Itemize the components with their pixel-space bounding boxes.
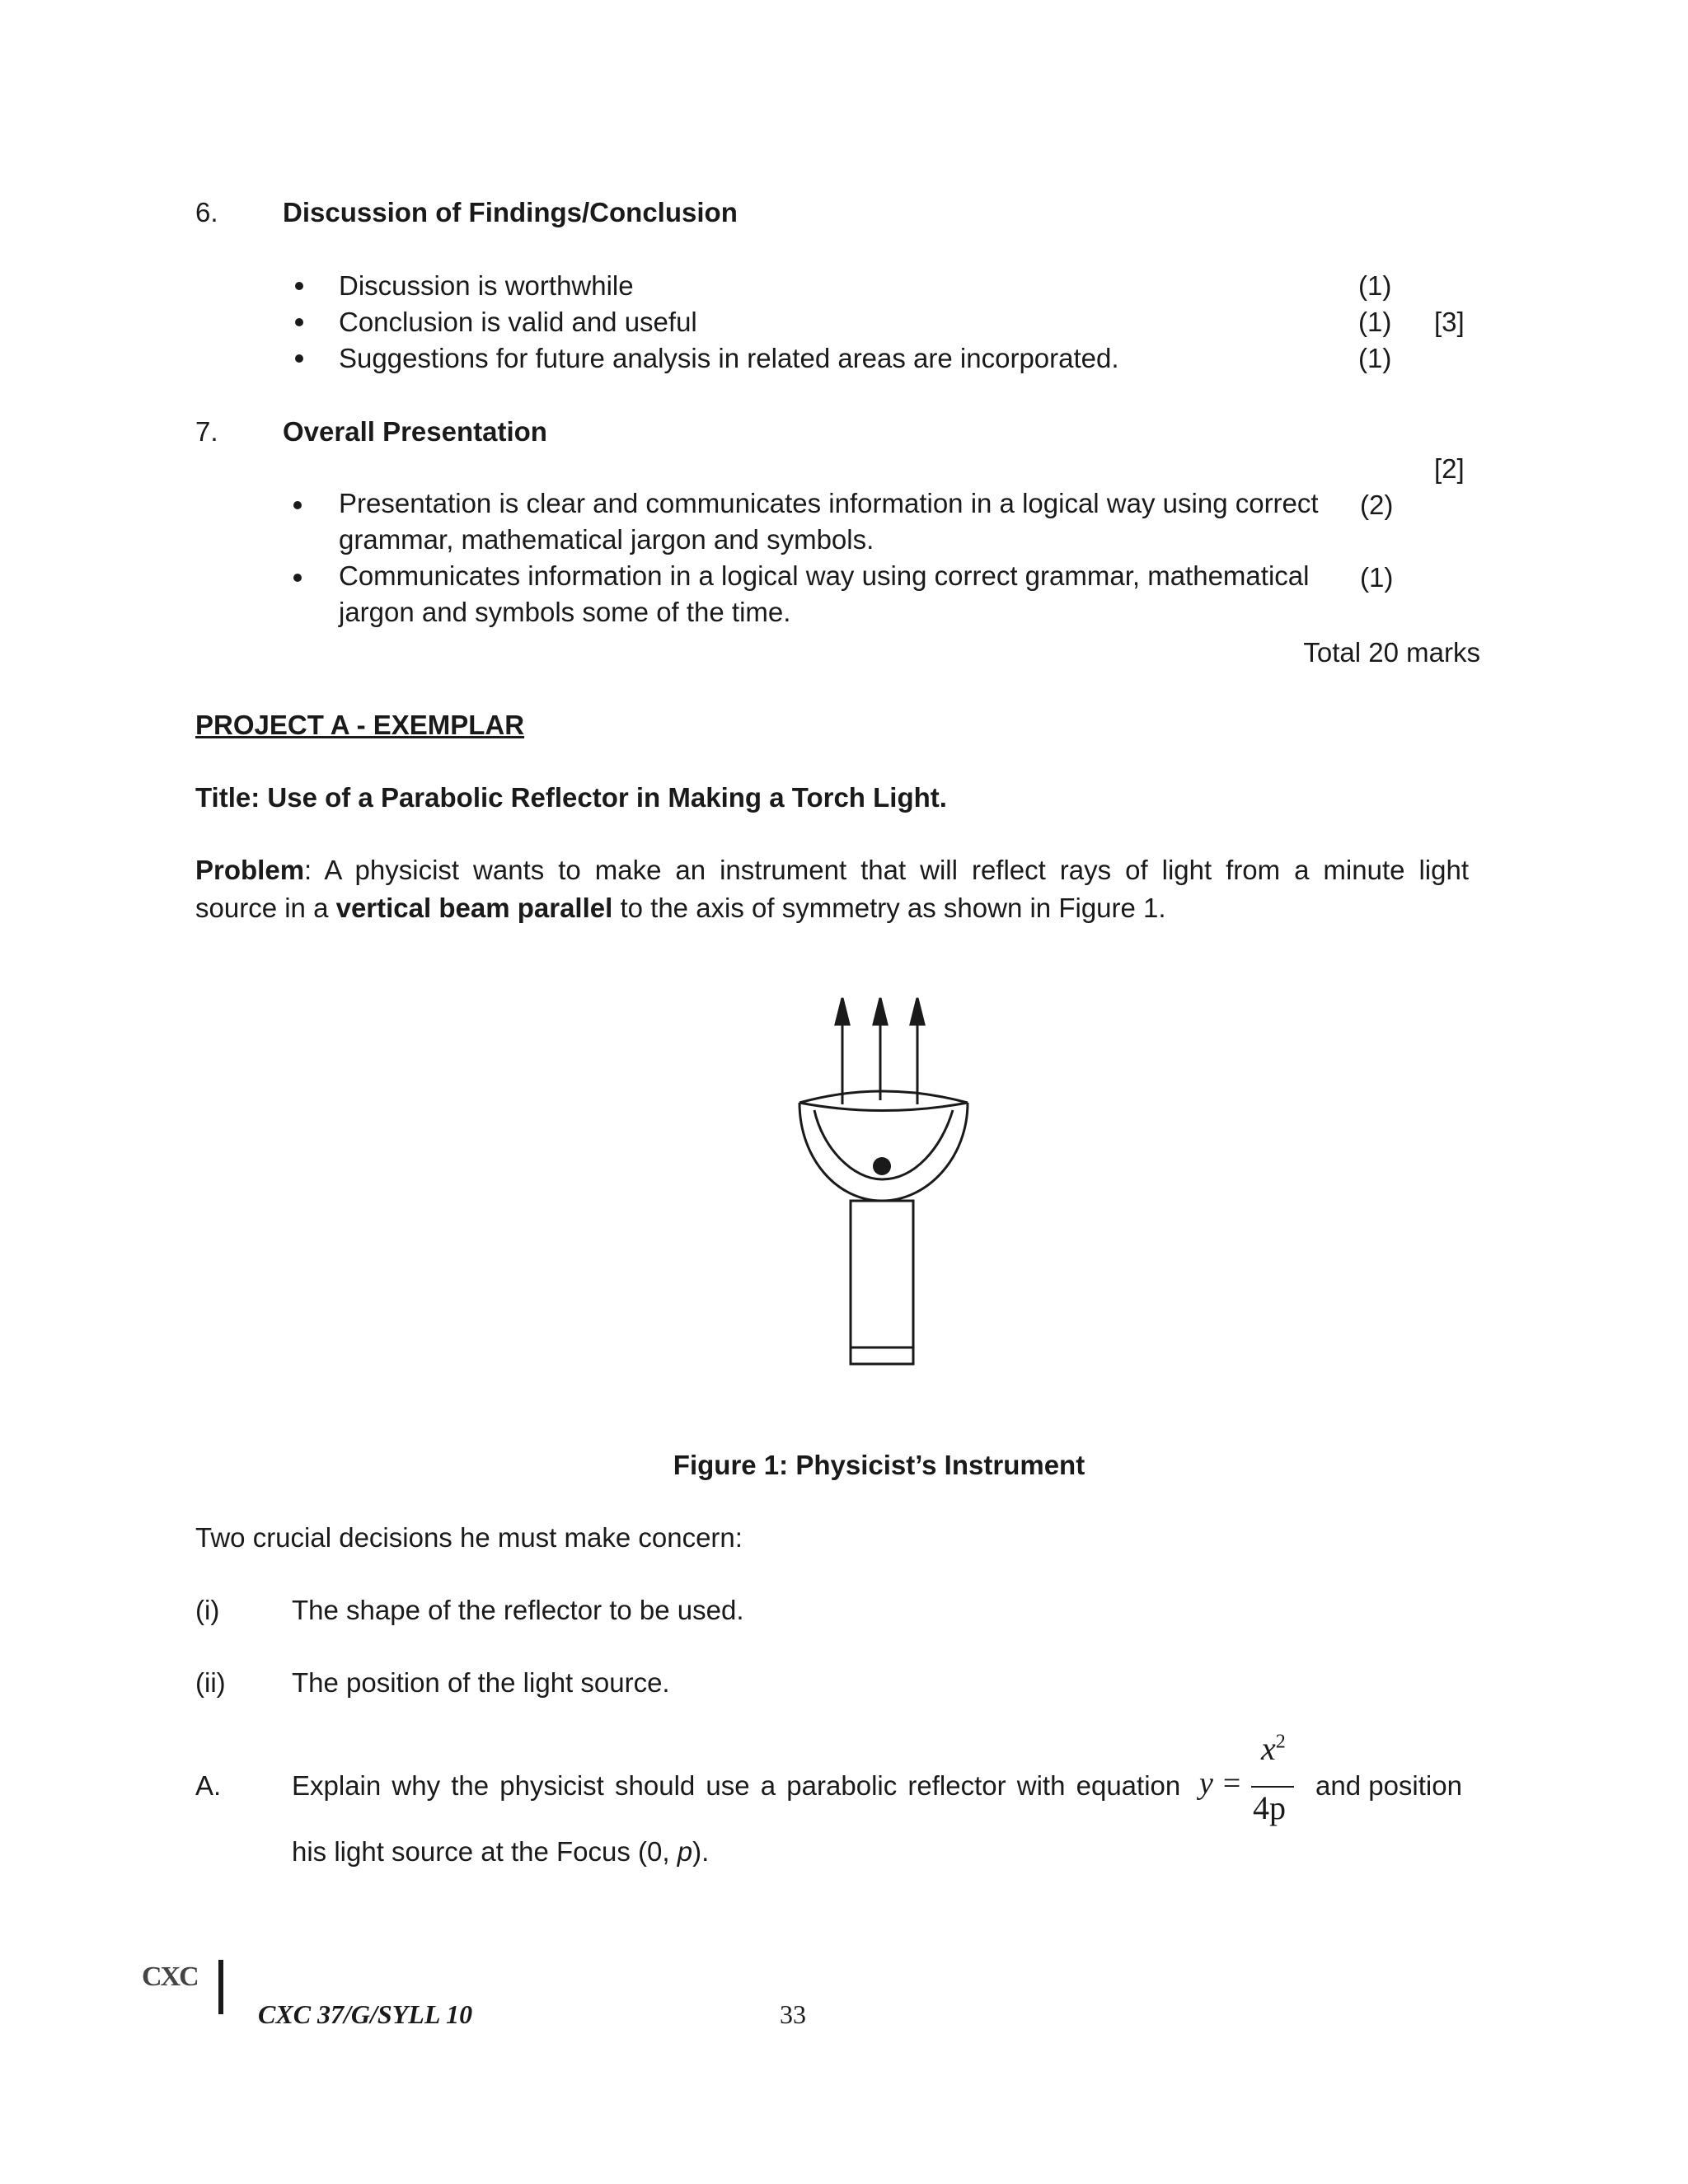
section-6-total: [3] (1434, 307, 1465, 337)
problem-line-2 (195, 890, 1166, 926)
equation-exponent: 2 (1275, 1731, 1286, 1753)
arrow-up-icon (911, 998, 924, 1024)
section-7-item-1-line-2: grammar, mathematical jargon and symbols. (339, 524, 874, 555)
physicist-instrument-figure (791, 985, 981, 1389)
section-7-item-2-line-1: Communicates information in a logical way using correct grammar, mathematical (339, 560, 1310, 591)
total-marks: Total 20 marks (1303, 637, 1480, 668)
question-line-2 (292, 1834, 709, 1870)
problem-text-2c: to the axis of symmetry as shown in Figure 1. (612, 893, 1166, 923)
section-7-item-1-mark: (2) (1360, 490, 1394, 520)
footer-divider (218, 1960, 223, 2014)
bullet-icon (293, 501, 302, 509)
problem-label: Problem (195, 855, 305, 885)
question-text-2c: ). (692, 1836, 710, 1867)
section-7-item-2-line-2: jargon and symbols some of the time. (339, 597, 791, 627)
section-6-item-2-mark: (1) (1358, 307, 1392, 337)
section-6-item-2: Conclusion is valid and useful (339, 307, 697, 337)
cxc-logo: CXC (142, 1961, 198, 1992)
section-7-total: [2] (1434, 453, 1465, 484)
equation-lhs: y = (1199, 1766, 1243, 1801)
decision-1-label: (i) (195, 1595, 220, 1625)
equation-numerator (1261, 1729, 1286, 1768)
page-number: 33 (780, 1999, 806, 2029)
section-7-item-2-mark: (1) (1360, 562, 1394, 593)
problem-emphasis: vertical beam parallel (335, 893, 613, 923)
decision-2-text: The position of the light source. (292, 1667, 670, 1698)
section-7-heading: Overall Presentation (283, 416, 547, 447)
light-source-dot (873, 1157, 891, 1175)
section-6-item-3: Suggestions for future analysis in related areas are incorporated. (339, 343, 1119, 373)
problem-text-1: : A physicist wants to make an instrument that will reflect rays of light from a minute light (304, 855, 1469, 885)
arrow-up-icon (874, 998, 887, 1024)
section-7-item-1-line-1: Presentation is clear and communicates information in a logical way using correct (339, 488, 1319, 518)
section-6-item-1-mark: (1) (1358, 270, 1392, 301)
question-text-2a: his light source at the Focus (0, (292, 1836, 678, 1867)
section-6-item-3-mark: (1) (1358, 343, 1392, 373)
section-7-number: 7. (195, 416, 218, 447)
reflector-rim-back (799, 1091, 968, 1103)
problem-text-2a: source in a (195, 893, 336, 923)
equation-numerator-var: x (1261, 1730, 1276, 1767)
section-6-heading: Discussion of Findings/Conclusion (283, 197, 738, 227)
decision-1-text: The shape of the reflector to be used. (292, 1595, 744, 1625)
bullet-icon (295, 318, 303, 326)
torch-handle (851, 1201, 913, 1364)
figure-caption: Figure 1: Physicist’s Instrument (673, 1450, 1085, 1480)
bullet-icon (293, 574, 302, 582)
reflector-rim-front (799, 1103, 968, 1111)
project-heading: PROJECT A - EXEMPLAR (195, 710, 525, 740)
syllabus-code: CXC 37/G/SYLL 10 (258, 1999, 473, 2029)
arrow-up-icon (836, 998, 849, 1024)
reflector-outer-bowl (799, 1103, 968, 1201)
equation-denominator: 4p (1253, 1789, 1286, 1826)
section-6-item-1: Discussion is worthwhile (339, 270, 634, 301)
section-6-number: 6. (195, 197, 218, 227)
project-title: Title: Use of a Parabolic Reflector in Making a Torch Light. (195, 782, 947, 813)
decision-2-label: (ii) (195, 1667, 226, 1698)
question-line-1a: Explain why the physicist should use a parabolic reflector with equation (292, 1770, 1181, 1801)
fraction-bar (1251, 1786, 1294, 1788)
question-label: A. (195, 1770, 222, 1801)
focus-variable: p (677, 1836, 693, 1867)
bullet-icon (295, 282, 303, 290)
decisions-intro: Two crucial decisions he must make concern: (195, 1522, 743, 1553)
question-line-1b: and position (1315, 1770, 1462, 1801)
bullet-icon (295, 354, 303, 363)
